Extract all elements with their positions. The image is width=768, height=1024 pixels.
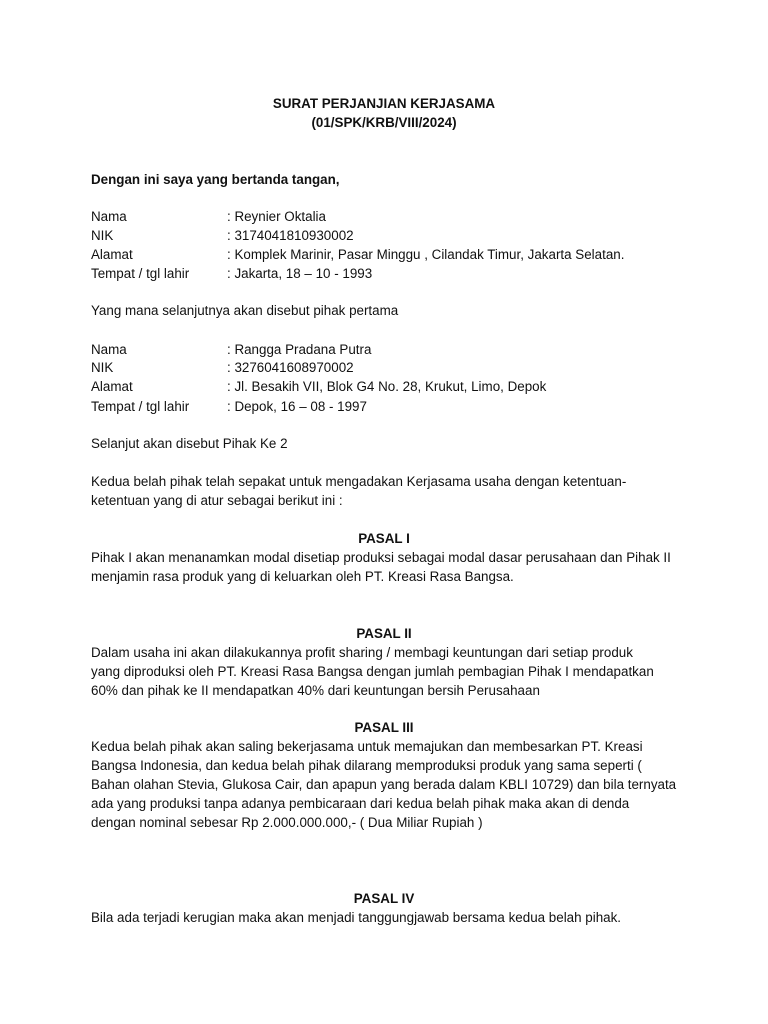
party2-birth-value: : Depok, 16 – 08 - 1997 — [227, 399, 367, 414]
party2-name-label: Nama — [91, 342, 127, 357]
party1-birth-label: Tempat / tgl lahir — [91, 266, 190, 281]
pasal-3-heading: PASAL III — [354, 720, 414, 735]
party1-address-label: Alamat — [91, 247, 133, 262]
pasal-2-line-3: 60% dan pihak ke II mendapatkan 40% dari keuntungan bersih Perusahaan — [91, 683, 540, 698]
party1-birth-row — [91, 264, 372, 283]
agreement-line-2: ketentuan yang di atur sebagai berikut ini : — [91, 493, 343, 508]
pasal-2-heading: PASAL II — [356, 626, 412, 641]
party1-note: Yang mana selanjutnya akan disebut pihak pertama — [91, 303, 399, 318]
party2-nik-label: NIK — [91, 360, 114, 375]
party2-name-value: : Rangga Pradana Putra — [227, 342, 372, 357]
pasal-1-line-2: menjamin rasa produk yang di keluarkan oleh PT. Kreasi Rasa Bangsa. — [91, 569, 514, 584]
party2-birth-row — [91, 397, 367, 416]
party2-name-row — [91, 340, 371, 359]
pasal-4-heading: PASAL IV — [353, 891, 415, 906]
party1-nik-value: : 3174041810930002 — [227, 228, 354, 243]
title-line-2: (01/SPK/KRB/VIII/2024) — [311, 115, 457, 130]
agreement-line-1: Kedua belah pihak telah sepakat untuk mengadakan Kerjasama usaha dengan ketentuan- — [91, 474, 627, 489]
party2-address-row — [91, 377, 546, 396]
party1-address-row — [91, 245, 624, 264]
document-title — [0, 94, 768, 132]
party1-name-row — [91, 207, 326, 226]
pasal-1-line-1: Pihak I akan menanamkan modal disetiap produksi sebagai modal dasar perusahaan dan Pihak II — [91, 550, 671, 565]
party2-address-value: : Jl. Besakih VII, Blok G4 No. 28, Krukut, Limo, Depok — [227, 379, 547, 394]
pasal-2-line-2: yang diproduksi oleh PT. Kreasi Rasa Bangsa dengan jumlah pembagian Pihak I mendapatkan — [91, 664, 654, 679]
pasal-3-line-1: Kedua belah pihak akan saling bekerjasama untuk memajukan dan membesarkan PT. Kreasi — [91, 739, 643, 754]
pasal-3-line-4: ada yang produksi tanpa adanya pembicaraan dari kedua belah pihak maka akan di denda — [91, 796, 630, 811]
party1-birth-value: : Jakarta, 18 – 10 - 1993 — [227, 266, 373, 281]
party2-nik-value: : 3276041608970002 — [227, 360, 354, 375]
pasal-3-line-2: Bangsa Indonesia, dan kedua belah pihak dilarang memproduksi produk yang sama seperti ( — [91, 758, 642, 773]
intro-statement: Dengan ini saya yang bertanda tangan, — [91, 172, 340, 187]
party1-address-value: : Komplek Marinir, Pasar Minggu , Cilandak Timur, Jakarta Selatan. — [227, 247, 625, 262]
party2-note: Selanjut akan disebut Pihak Ke 2 — [91, 436, 288, 451]
party2-nik-row — [91, 358, 354, 377]
pasal-2-line-1: Dalam usaha ini akan dilakukannya profit sharing / membagi keuntungan dari setiap produk — [91, 645, 633, 660]
pasal-3-line-3: Bahan olahan Stevia, Glukosa Cair, dan apapun yang berada dalam KBLI 10729) dan bila ternyata — [91, 777, 677, 792]
pasal-4-line-1: Bila ada terjadi kerugian maka akan menjadi tanggungjawab bersama kedua belah pihak. — [91, 910, 622, 925]
pasal-3-line-5: dengan nominal sebesar Rp 2.000.000.000,- ( Dua Miliar Rupiah ) — [91, 815, 483, 830]
party2-address-label: Alamat — [91, 379, 133, 394]
party1-name-label: Nama — [91, 209, 127, 224]
title-line-1: SURAT PERJANJIAN KERJASAMA — [272, 96, 496, 111]
party2-birth-label: Tempat / tgl lahir — [91, 399, 190, 414]
party1-name-value: : Reynier Oktalia — [227, 209, 326, 224]
party1-nik-row — [91, 226, 354, 245]
party1-nik-label: NIK — [91, 228, 114, 243]
pasal-1-heading: PASAL I — [358, 531, 410, 546]
